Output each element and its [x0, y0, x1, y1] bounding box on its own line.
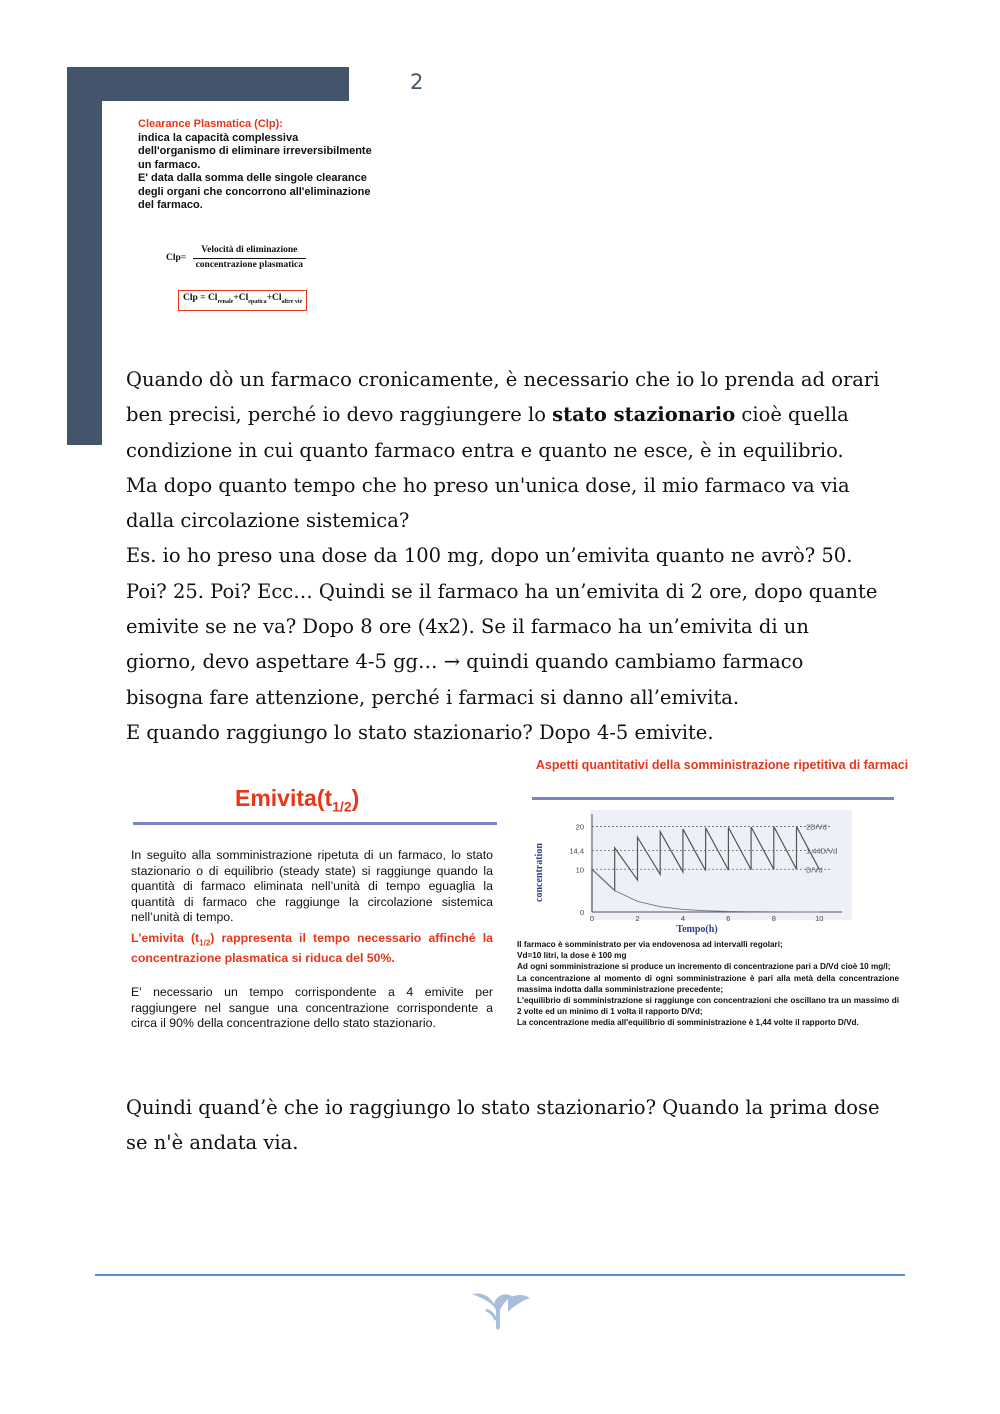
title-text: ) — [351, 785, 360, 811]
side-bar — [67, 67, 102, 445]
formula-denominator: concentrazione plasmatica — [195, 259, 303, 270]
x-tick-label: 4 — [680, 914, 685, 923]
text-line: Poi? 25. Poi? Ecc… Quindi se il farmaco ha un’emivita di 2 ore, dopo quante — [126, 579, 878, 603]
text-segment: L'emivita (t — [131, 931, 200, 945]
clearance-title: Clearance Plasmatica (Clp): — [138, 118, 283, 130]
sum-sub-epatica: epatica — [248, 298, 267, 305]
emivita-title — [235, 785, 359, 815]
y-axis-label: concentration — [534, 843, 545, 902]
text-line: dalla circolazione sistemica? — [126, 509, 410, 533]
title-text: Emivita(t — [235, 785, 333, 811]
clearance-line: un farmaco. — [138, 158, 201, 171]
footer-logo-icon — [468, 1290, 532, 1332]
text-line: Quindi quand’è che io raggiungo lo stato stazionario? Quando la prima dose — [126, 1096, 880, 1119]
text-line: se n'è andata via. — [126, 1131, 299, 1155]
note-line: Vd=10 litri, la dose è 100 mg — [517, 951, 627, 961]
x-tick-label: 2 — [635, 914, 640, 923]
chart-slide — [512, 755, 909, 1050]
note-line: La concentrazione media all'equilibrio di somministrazione è 1,44 volte il rapporto D/Vd. — [517, 1018, 859, 1028]
reference-label: 1,44D/Vd — [806, 846, 838, 856]
text-line: E quando raggiungo lo stato stazionario? Dopo 4-5 emivite. — [126, 720, 714, 744]
clearance-line: del farmaco. — [138, 199, 203, 211]
title-subscript: 1/2 — [332, 798, 352, 815]
x-tick-label: 0 — [589, 914, 595, 923]
clp-sum-formula — [178, 290, 307, 311]
text-line: emivite se ne va? Dopo 8 ore (4x2). Se il farmaco ha un’emivita di un — [126, 615, 809, 639]
sum-sub-renale: renale — [217, 298, 234, 305]
formula-fraction — [193, 244, 306, 272]
header-bar — [67, 67, 349, 101]
sum-sub-altre: altre vie — [281, 298, 303, 305]
sum-prefix: Clp = Cl — [183, 293, 218, 303]
text-segment: ) rappresenta il tempo necessario affinché la concentrazione plasmatica si riduca del 50%. — [131, 931, 494, 965]
reference-label: 2D/Vd — [806, 822, 827, 832]
divider — [532, 797, 894, 800]
body-paragraph — [126, 1090, 916, 1161]
clearance-line: dell'organismo di eliminare irreversibilmente — [138, 145, 372, 157]
text-line: Es. io ho preso una dose da 100 mg, dopo un’emivita quanto ne avrò? 50. — [126, 544, 853, 568]
divider — [133, 822, 497, 825]
text-line: giorno, devo aspettare 4-5 gg… → quindi quando cambiamo farmaco — [126, 650, 804, 674]
y-tick-label: 14,4 — [569, 846, 584, 856]
clearance-line: indica la capacità complessiva — [138, 131, 299, 144]
note-line: La concentrazione al momento di ogni somministrazione è pari alla metà della concentrazione massima indotta dalla somministrazione precedente; — [517, 973, 899, 994]
y-tick-label: 10 — [575, 865, 584, 875]
clearance-line: E' data dalla somma delle singole clearance — [138, 172, 367, 184]
body-paragraph — [126, 362, 916, 750]
text-line: bisogna fare attenzione, perché i farmaci si danno all’emivita. — [126, 685, 740, 709]
x-axis-label: Tempo(h) — [676, 924, 718, 935]
text-segment: ben precisi, perché io devo raggiungere lo — [126, 403, 553, 427]
bold-term: stato stazionario — [552, 403, 736, 427]
reference-label: D/Vd — [806, 865, 823, 875]
formula-lhs: Clp= — [166, 253, 187, 264]
formula-numerator: Velocità di eliminazione — [193, 244, 306, 259]
text-line: condizione in cui quanto farmaco entra e quanto ne esce, è in equilibrio. — [126, 438, 844, 462]
y-tick-label: 20 — [575, 822, 584, 832]
chart-notes — [517, 939, 899, 1029]
page-number: 2 — [410, 70, 424, 94]
x-tick-label: 6 — [726, 914, 731, 923]
emivita-slide — [125, 775, 500, 1045]
clp-formula — [166, 244, 306, 272]
text-line — [126, 397, 916, 432]
emivita-text: In seguito alla somministrazione ripetuta di un farmaco, lo stato stazionario o di equilibrio (steady state) si raggiunge quando la quantità di farmaco eliminata nell’unità di tempo eguaglia la quantità di farmaco che raggiunge la circolazione sistemica nell’unità di tempo. — [131, 848, 493, 924]
sum-plus: +Cl — [266, 293, 282, 303]
chart-title: Aspetti quantitativi della somministrazione ripetitiva di farmaci — [535, 758, 909, 772]
x-tick-label: 8 — [771, 914, 776, 923]
text-segment: cioè quella — [735, 403, 849, 427]
footer-divider — [95, 1274, 905, 1276]
clearance-slide — [122, 118, 397, 318]
x-tick-label: 10 — [815, 914, 824, 923]
note-line: L'equilibrio di somministrazione si raggiunge con concentrazioni che oscillano tra un massimo di 2 volte ed un minimo di 1 volta il rapporto D/Vd; — [517, 996, 899, 1017]
subscript: 1/2 — [199, 938, 211, 948]
sum-plus: +Cl — [233, 293, 249, 303]
note-line: Ad ogni somministrazione si produce un incremento di concentrazione pari a D/Vd cioè 10 mg/l; — [517, 962, 891, 972]
y-tick-label: 0 — [579, 908, 584, 917]
note-line: Il farmaco è somministrato per via endovenosa ad intervalli regolari; — [517, 940, 783, 949]
text-line: Quando dò un farmaco cronicamente, è necessario che io lo prenda ad orari — [126, 368, 880, 391]
emivita-definition — [131, 931, 493, 966]
clearance-line: degli organi che concorrono all'eliminazione — [138, 185, 371, 198]
text-line: Ma dopo quanto tempo che ho preso un'unica dose, il mio farmaco va via — [126, 473, 850, 497]
concentration-chart — [512, 810, 902, 935]
emivita-text: E' necessario un tempo corrispondente a 4 emivite per raggiungere nel sangue una concentrazione corrispondente a circa il 90% della concentrazione dello stato stazionario. — [131, 985, 493, 1030]
